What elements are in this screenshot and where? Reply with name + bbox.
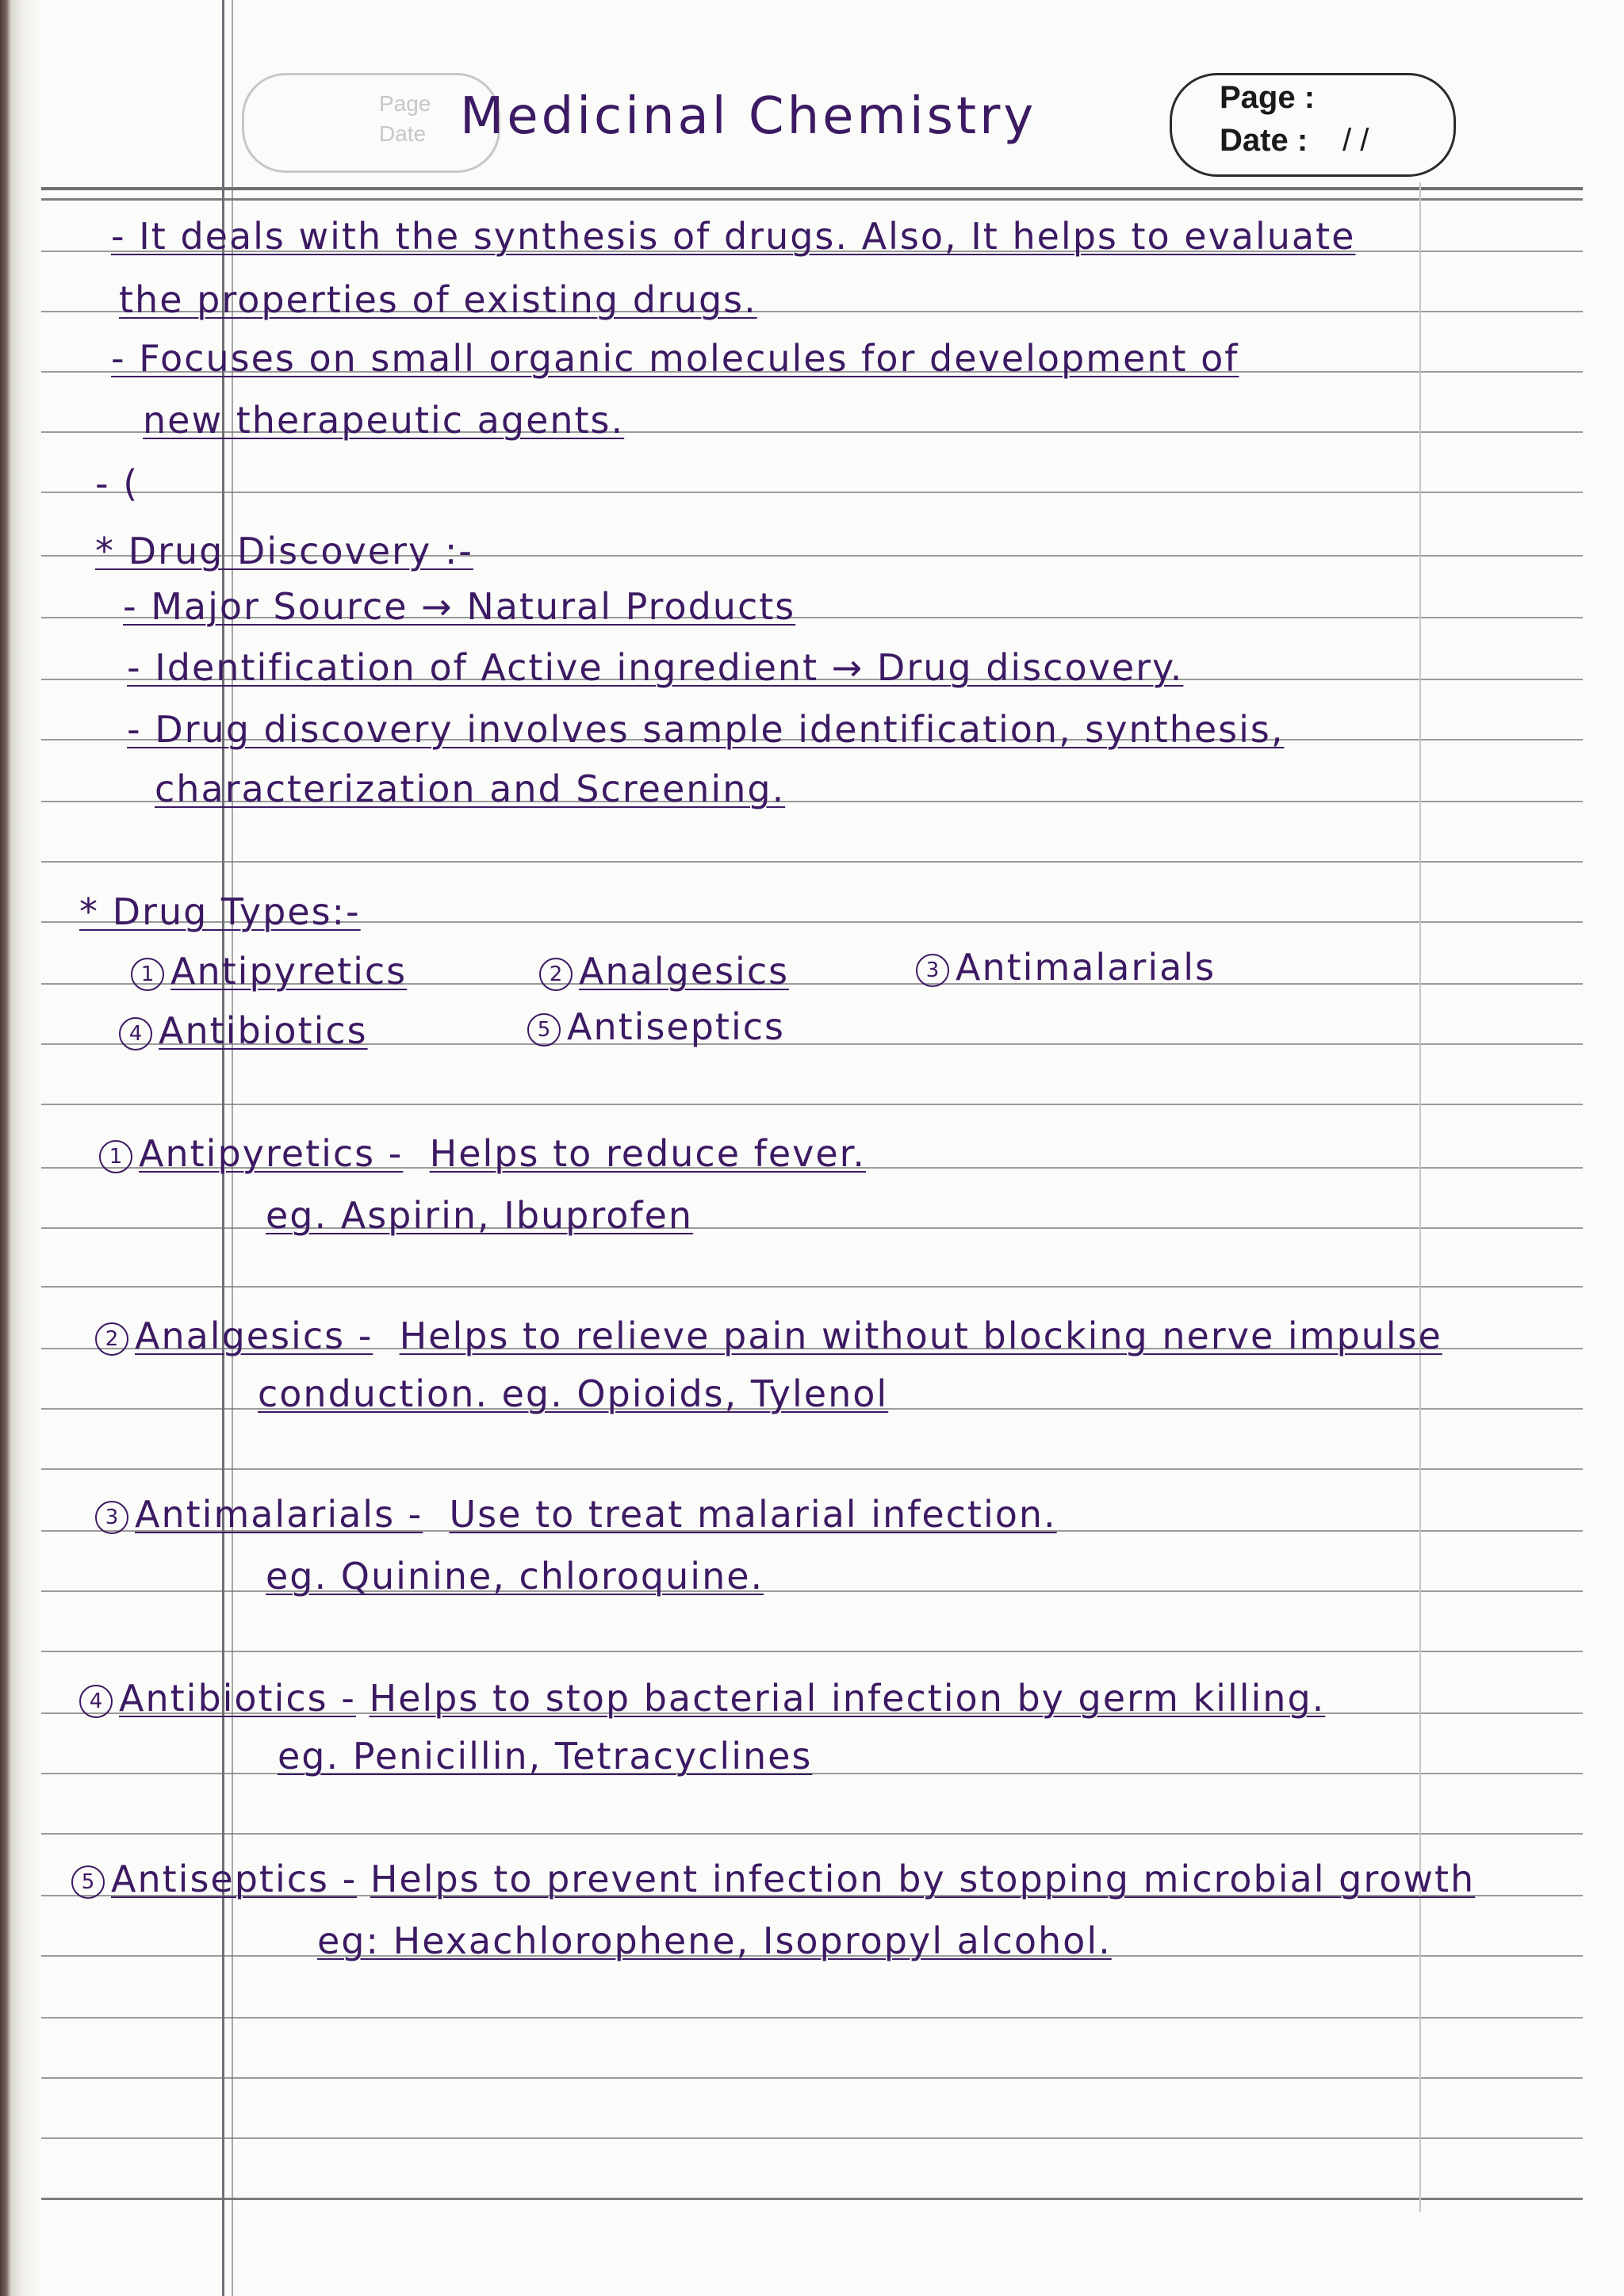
detail-antimalarials: 3 Antimalarials - Use to treat malarial infection. (95, 1490, 1057, 1538)
drug-type-item: 3 Antimalarials (916, 943, 1216, 991)
detail-antiseptics-example: eg: Hexachlorophene, Isopropyl alcohol. (317, 1919, 1112, 1962)
drug-type-item: 5 Antiseptics (527, 1003, 785, 1050)
intro-line-2: the properties of existing drugs. (119, 278, 757, 321)
faded-page-date-stamp: Page Date (242, 73, 500, 173)
drug-discovery-heading: * Drug Discovery :- (95, 530, 473, 572)
drug-discovery-line-3: - Drug discovery involves sample identification, synthesis, (127, 708, 1285, 751)
intro-line-1: - It deals with the synthesis of drugs. Also, It helps to evaluate (111, 215, 1356, 258)
intro-line-4: new therapeutic agents. (143, 399, 625, 442)
drug-type-item: 4 Antibiotics (119, 1007, 368, 1054)
drug-discovery-line-1: - Major Source → Natural Products (123, 585, 796, 628)
date-value: / / (1342, 123, 1369, 158)
intro-line-5: - ( (95, 462, 140, 505)
drug-discovery-line-2: - Identification of Active ingredient → Drug discovery. (127, 646, 1184, 689)
intro-line-3: - Focuses on small organic molecules for development of (111, 337, 1239, 380)
detail-antibiotics-example: eg. Penicillin, Tetracyclines (278, 1735, 813, 1777)
spiral-binding-edge (0, 0, 41, 2296)
drug-discovery-line-4: characterization and Screening. (155, 767, 786, 810)
detail-antiseptics: 5 Antiseptics - Helps to prevent infection by stopping microbial growth (71, 1855, 1475, 1903)
detail-antipyretics: 1 Antipyretics - Helps to reduce fever. (99, 1130, 866, 1177)
detail-analgesics-example: conduction. eg. Opioids, Tylenol (258, 1372, 889, 1415)
detail-analgesics: 2 Analgesics - Helps to relieve pain without blocking nerve impulse (95, 1312, 1442, 1360)
page-title: Medicinal Chemistry (460, 87, 1037, 146)
date-label: Date : (1220, 123, 1308, 158)
detail-antimalarials-example: eg. Quinine, chloroquine. (266, 1555, 764, 1598)
right-margin-line (1419, 182, 1421, 2212)
drug-type-item: 1 Antipyretics (131, 947, 407, 995)
drug-type-item: 2 Analgesics (539, 947, 789, 995)
detail-antipyretics-example: eg. Aspirin, Ibuprofen (266, 1194, 694, 1237)
drug-types-heading: * Drug Types:- (79, 890, 361, 933)
page-label: Page : (1220, 80, 1316, 115)
detail-antibiotics: 4 Antibiotics - Helps to stop bacterial infection by germ killing. (79, 1674, 1325, 1722)
page-date-box (1170, 73, 1456, 177)
